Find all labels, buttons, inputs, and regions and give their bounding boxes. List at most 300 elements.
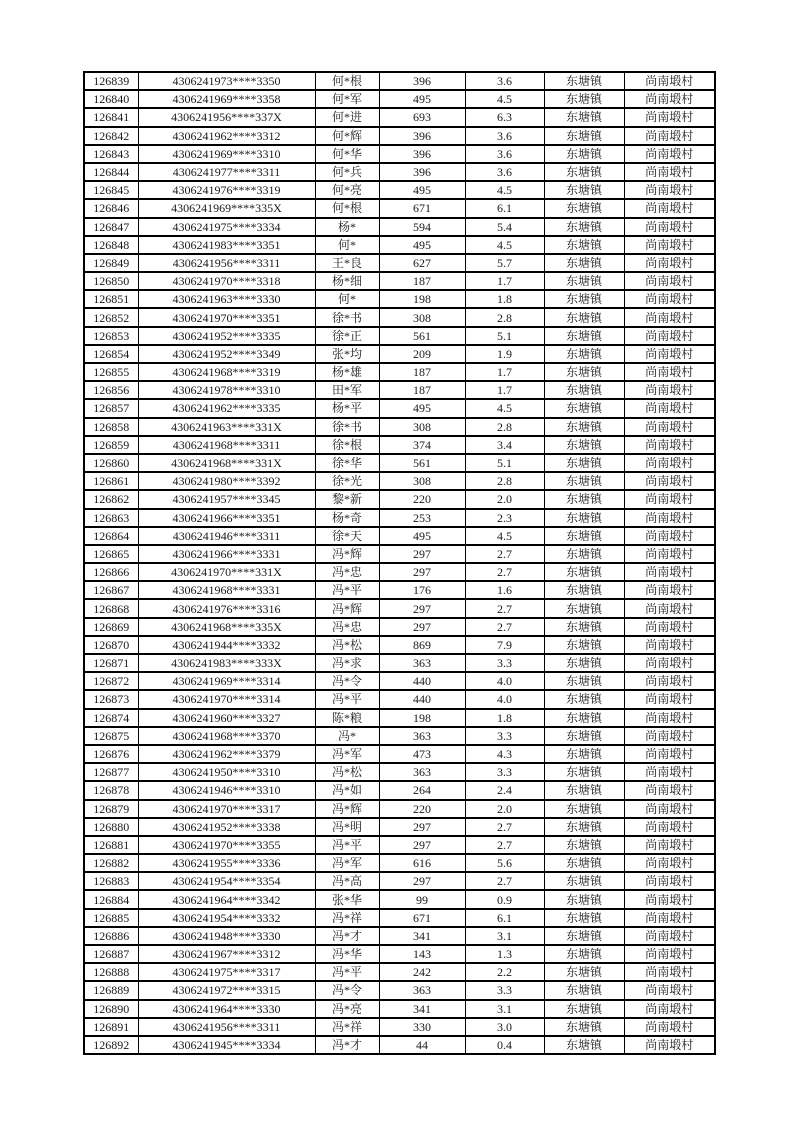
table-row: [84, 727, 715, 745]
cell-id-card-number: 4306241968****331X: [138, 454, 315, 472]
cell-id-card-number: 4306241968****3311: [138, 436, 315, 454]
cell-serial-number: 126869: [84, 618, 138, 636]
cell-serial-number: 126854: [84, 345, 138, 363]
cell-town: 东塘镇: [544, 854, 624, 872]
cell-amount: 473: [379, 745, 465, 763]
cell-person-name: 徐*书: [315, 308, 379, 326]
table-row: [84, 236, 715, 254]
cell-town: 东塘镇: [544, 272, 624, 290]
cell-rate: 3.0: [465, 1018, 544, 1036]
cell-serial-number: 126848: [84, 236, 138, 254]
cell-person-name: 冯*才: [315, 1036, 379, 1054]
records-table-body: [84, 72, 715, 1054]
cell-amount: 396: [379, 127, 465, 145]
table-row: [84, 872, 715, 890]
cell-serial-number: 126853: [84, 327, 138, 345]
cell-serial-number: 126873: [84, 690, 138, 708]
cell-person-name: 田*军: [315, 381, 379, 399]
cell-id-card-number: 4306241956****337X: [138, 108, 315, 126]
cell-rate: 2.7: [465, 818, 544, 836]
cell-amount: 363: [379, 763, 465, 781]
cell-id-card-number: 4306241983****333X: [138, 654, 315, 672]
cell-amount: 396: [379, 145, 465, 163]
table-row: [84, 254, 715, 272]
cell-rate: 2.7: [465, 599, 544, 617]
cell-serial-number: 126860: [84, 454, 138, 472]
cell-rate: 4.5: [465, 399, 544, 417]
table-row: [84, 527, 715, 545]
cell-town: 东塘镇: [544, 454, 624, 472]
table-row: [84, 654, 715, 672]
cell-id-card-number: 4306241944****3332: [138, 636, 315, 654]
cell-rate: 1.6: [465, 581, 544, 599]
cell-rate: 3.1: [465, 1000, 544, 1018]
cell-amount: 187: [379, 272, 465, 290]
cell-rate: 5.4: [465, 218, 544, 236]
table-row: [84, 636, 715, 654]
cell-id-card-number: 4306241954****3332: [138, 909, 315, 927]
cell-rate: 2.7: [465, 872, 544, 890]
cell-amount: 869: [379, 636, 465, 654]
cell-amount: 440: [379, 690, 465, 708]
cell-village: 尚南塅村: [624, 527, 715, 545]
cell-serial-number: 126855: [84, 363, 138, 381]
cell-town: 东塘镇: [544, 418, 624, 436]
cell-village: 尚南塅村: [624, 890, 715, 908]
cell-rate: 2.7: [465, 618, 544, 636]
table-row: [84, 381, 715, 399]
cell-amount: 176: [379, 581, 465, 599]
cell-rate: 5.6: [465, 854, 544, 872]
cell-amount: 396: [379, 72, 465, 90]
cell-town: 东塘镇: [544, 727, 624, 745]
cell-amount: 198: [379, 290, 465, 308]
cell-amount: 308: [379, 472, 465, 490]
cell-amount: 495: [379, 399, 465, 417]
cell-id-card-number: 4306241956****3311: [138, 1018, 315, 1036]
cell-rate: 4.0: [465, 672, 544, 690]
cell-serial-number: 126881: [84, 836, 138, 854]
cell-serial-number: 126858: [84, 418, 138, 436]
cell-village: 尚南塅村: [624, 290, 715, 308]
cell-rate: 4.5: [465, 181, 544, 199]
cell-person-name: 黎*新: [315, 490, 379, 508]
cell-id-card-number: 4306241969****3358: [138, 90, 315, 108]
cell-town: 东塘镇: [544, 1018, 624, 1036]
cell-village: 尚南塅村: [624, 472, 715, 490]
table-row: [84, 345, 715, 363]
cell-id-card-number: 4306241964****3330: [138, 1000, 315, 1018]
cell-village: 尚南塅村: [624, 509, 715, 527]
cell-village: 尚南塅村: [624, 1018, 715, 1036]
cell-serial-number: 126891: [84, 1018, 138, 1036]
cell-rate: 1.7: [465, 272, 544, 290]
cell-village: 尚南塅村: [624, 836, 715, 854]
cell-rate: 2.7: [465, 836, 544, 854]
cell-rate: 3.6: [465, 145, 544, 163]
cell-person-name: 冯*高: [315, 872, 379, 890]
cell-village: 尚南塅村: [624, 218, 715, 236]
cell-town: 东塘镇: [544, 1036, 624, 1054]
cell-id-card-number: 4306241946****3311: [138, 527, 315, 545]
cell-village: 尚南塅村: [624, 1036, 715, 1054]
cell-amount: 297: [379, 599, 465, 617]
cell-amount: 693: [379, 108, 465, 126]
cell-amount: 330: [379, 1018, 465, 1036]
cell-serial-number: 126865: [84, 545, 138, 563]
cell-town: 东塘镇: [544, 672, 624, 690]
table-row: [84, 781, 715, 799]
cell-village: 尚南塅村: [624, 909, 715, 927]
cell-town: 东塘镇: [544, 327, 624, 345]
cell-id-card-number: 4306241968****3319: [138, 363, 315, 381]
cell-id-card-number: 4306241946****3310: [138, 781, 315, 799]
cell-village: 尚南塅村: [624, 345, 715, 363]
table-row: [84, 1000, 715, 1018]
cell-person-name: 冯*亮: [315, 1000, 379, 1018]
cell-serial-number: 126861: [84, 472, 138, 490]
cell-village: 尚南塅村: [624, 199, 715, 217]
cell-id-card-number: 4306241956****3311: [138, 254, 315, 272]
table-row: [84, 818, 715, 836]
cell-village: 尚南塅村: [624, 800, 715, 818]
cell-rate: 1.9: [465, 345, 544, 363]
records-table-container: [83, 71, 714, 1055]
cell-rate: 0.9: [465, 890, 544, 908]
cell-person-name: 徐*光: [315, 472, 379, 490]
cell-amount: 220: [379, 800, 465, 818]
cell-person-name: 冯*令: [315, 981, 379, 999]
cell-serial-number: 126843: [84, 145, 138, 163]
cell-rate: 2.7: [465, 545, 544, 563]
table-row: [84, 927, 715, 945]
cell-id-card-number: 4306241948****3330: [138, 927, 315, 945]
cell-village: 尚南塅村: [624, 327, 715, 345]
cell-person-name: 冯*平: [315, 963, 379, 981]
cell-rate: 2.3: [465, 509, 544, 527]
table-row: [84, 218, 715, 236]
cell-rate: 2.8: [465, 418, 544, 436]
cell-id-card-number: 4306241957****3345: [138, 490, 315, 508]
cell-person-name: 徐*正: [315, 327, 379, 345]
cell-id-card-number: 4306241975****3334: [138, 218, 315, 236]
cell-town: 东塘镇: [544, 636, 624, 654]
cell-village: 尚南塅村: [624, 599, 715, 617]
cell-person-name: 王*良: [315, 254, 379, 272]
cell-person-name: 何*: [315, 290, 379, 308]
table-row: [84, 127, 715, 145]
cell-rate: 3.1: [465, 927, 544, 945]
cell-amount: 616: [379, 854, 465, 872]
cell-rate: 7.9: [465, 636, 544, 654]
cell-village: 尚南塅村: [624, 981, 715, 999]
cell-village: 尚南塅村: [624, 636, 715, 654]
cell-town: 东塘镇: [544, 199, 624, 217]
cell-village: 尚南塅村: [624, 454, 715, 472]
cell-village: 尚南塅村: [624, 418, 715, 436]
cell-village: 尚南塅村: [624, 90, 715, 108]
cell-town: 东塘镇: [544, 890, 624, 908]
cell-amount: 561: [379, 327, 465, 345]
cell-rate: 3.6: [465, 163, 544, 181]
cell-village: 尚南塅村: [624, 308, 715, 326]
cell-person-name: 何*兵: [315, 163, 379, 181]
cell-person-name: 冯*令: [315, 672, 379, 690]
cell-rate: 3.6: [465, 72, 544, 90]
cell-rate: 3.6: [465, 127, 544, 145]
cell-town: 东塘镇: [544, 381, 624, 399]
cell-village: 尚南塅村: [624, 545, 715, 563]
cell-village: 尚南塅村: [624, 690, 715, 708]
cell-rate: 1.3: [465, 945, 544, 963]
cell-village: 尚南塅村: [624, 745, 715, 763]
cell-person-name: 冯*军: [315, 854, 379, 872]
cell-id-card-number: 4306241980****3392: [138, 472, 315, 490]
cell-person-name: 冯*求: [315, 654, 379, 672]
cell-amount: 341: [379, 927, 465, 945]
cell-village: 尚南塅村: [624, 963, 715, 981]
cell-id-card-number: 4306241968****3331: [138, 581, 315, 599]
cell-person-name: 冯*明: [315, 818, 379, 836]
cell-id-card-number: 4306241969****3314: [138, 672, 315, 690]
cell-id-card-number: 4306241962****3312: [138, 127, 315, 145]
cell-person-name: 何*华: [315, 145, 379, 163]
cell-village: 尚南塅村: [624, 763, 715, 781]
cell-town: 东塘镇: [544, 981, 624, 999]
cell-person-name: 冯*军: [315, 745, 379, 763]
cell-id-card-number: 4306241964****3342: [138, 890, 315, 908]
cell-id-card-number: 4306241963****3330: [138, 290, 315, 308]
cell-town: 东塘镇: [544, 818, 624, 836]
table-row: [84, 308, 715, 326]
cell-rate: 0.4: [465, 1036, 544, 1054]
cell-id-card-number: 4306241963****331X: [138, 418, 315, 436]
cell-village: 尚南塅村: [624, 163, 715, 181]
cell-amount: 363: [379, 727, 465, 745]
cell-town: 东塘镇: [544, 872, 624, 890]
cell-serial-number: 126863: [84, 509, 138, 527]
cell-id-card-number: 4306241960****3327: [138, 709, 315, 727]
cell-id-card-number: 4306241977****3311: [138, 163, 315, 181]
cell-town: 东塘镇: [544, 218, 624, 236]
cell-person-name: 何*进: [315, 108, 379, 126]
cell-town: 东塘镇: [544, 345, 624, 363]
cell-person-name: 冯*辉: [315, 800, 379, 818]
table-row: [84, 472, 715, 490]
cell-rate: 5.1: [465, 327, 544, 345]
cell-town: 东塘镇: [544, 308, 624, 326]
cell-town: 东塘镇: [544, 963, 624, 981]
cell-person-name: 陈*粮: [315, 709, 379, 727]
cell-id-card-number: 4306241983****3351: [138, 236, 315, 254]
cell-amount: 297: [379, 618, 465, 636]
cell-amount: 308: [379, 308, 465, 326]
cell-person-name: 徐*书: [315, 418, 379, 436]
cell-serial-number: 126856: [84, 381, 138, 399]
cell-rate: 2.4: [465, 781, 544, 799]
table-row: [84, 490, 715, 508]
cell-id-card-number: 4306241945****3334: [138, 1036, 315, 1054]
cell-amount: 187: [379, 363, 465, 381]
table-row: [84, 454, 715, 472]
table-row: [84, 1018, 715, 1036]
cell-village: 尚南塅村: [624, 618, 715, 636]
cell-rate: 1.7: [465, 381, 544, 399]
cell-serial-number: 126839: [84, 72, 138, 90]
cell-rate: 2.0: [465, 800, 544, 818]
cell-rate: 3.3: [465, 981, 544, 999]
cell-village: 尚南塅村: [624, 72, 715, 90]
cell-rate: 1.8: [465, 709, 544, 727]
cell-person-name: 冯*祥: [315, 909, 379, 927]
cell-rate: 5.7: [465, 254, 544, 272]
cell-serial-number: 126880: [84, 818, 138, 836]
cell-village: 尚南塅村: [624, 399, 715, 417]
cell-rate: 4.0: [465, 690, 544, 708]
cell-village: 尚南塅村: [624, 236, 715, 254]
cell-rate: 6.1: [465, 909, 544, 927]
table-row: [84, 163, 715, 181]
table-row: [84, 108, 715, 126]
table-row: [84, 709, 715, 727]
cell-town: 东塘镇: [544, 254, 624, 272]
cell-village: 尚南塅村: [624, 363, 715, 381]
cell-serial-number: 126862: [84, 490, 138, 508]
records-table: [83, 71, 716, 1055]
cell-serial-number: 126871: [84, 654, 138, 672]
cell-person-name: 徐*根: [315, 436, 379, 454]
cell-rate: 6.3: [465, 108, 544, 126]
cell-rate: 3.3: [465, 727, 544, 745]
cell-serial-number: 126849: [84, 254, 138, 272]
cell-amount: 341: [379, 1000, 465, 1018]
table-row: [84, 72, 715, 90]
cell-village: 尚南塅村: [624, 672, 715, 690]
table-row: [84, 90, 715, 108]
cell-rate: 2.8: [465, 472, 544, 490]
cell-person-name: 冯*华: [315, 945, 379, 963]
cell-person-name: 何*根: [315, 199, 379, 217]
cell-person-name: 冯*祥: [315, 1018, 379, 1036]
cell-id-card-number: 4306241962****3335: [138, 399, 315, 417]
table-row: [84, 909, 715, 927]
cell-amount: 198: [379, 709, 465, 727]
cell-person-name: 张*华: [315, 890, 379, 908]
cell-person-name: 何*军: [315, 90, 379, 108]
cell-village: 尚南塅村: [624, 654, 715, 672]
cell-town: 东塘镇: [544, 709, 624, 727]
cell-id-card-number: 4306241970****331X: [138, 563, 315, 581]
cell-amount: 594: [379, 218, 465, 236]
cell-serial-number: 126844: [84, 163, 138, 181]
cell-village: 尚南塅村: [624, 490, 715, 508]
cell-id-card-number: 4306241962****3379: [138, 745, 315, 763]
cell-id-card-number: 4306241952****3335: [138, 327, 315, 345]
cell-amount: 242: [379, 963, 465, 981]
cell-person-name: 冯*忠: [315, 563, 379, 581]
cell-serial-number: 126866: [84, 563, 138, 581]
cell-village: 尚南塅村: [624, 581, 715, 599]
cell-person-name: 何*: [315, 236, 379, 254]
cell-village: 尚南塅村: [624, 854, 715, 872]
cell-person-name: 冯*松: [315, 636, 379, 654]
cell-id-card-number: 4306241968****3370: [138, 727, 315, 745]
cell-rate: 2.7: [465, 563, 544, 581]
cell-amount: 44: [379, 1036, 465, 1054]
cell-town: 东塘镇: [544, 745, 624, 763]
cell-town: 东塘镇: [544, 654, 624, 672]
cell-person-name: 杨*平: [315, 399, 379, 417]
cell-town: 东塘镇: [544, 363, 624, 381]
cell-id-card-number: 4306241955****3336: [138, 854, 315, 872]
cell-person-name: 何*根: [315, 72, 379, 90]
cell-person-name: 徐*华: [315, 454, 379, 472]
cell-amount: 143: [379, 945, 465, 963]
cell-amount: 99: [379, 890, 465, 908]
table-row: [84, 363, 715, 381]
cell-serial-number: 126883: [84, 872, 138, 890]
cell-serial-number: 126842: [84, 127, 138, 145]
table-row: [84, 1036, 715, 1054]
cell-village: 尚南塅村: [624, 927, 715, 945]
cell-serial-number: 126852: [84, 308, 138, 326]
cell-rate: 2.8: [465, 308, 544, 326]
cell-amount: 297: [379, 563, 465, 581]
table-row: [84, 836, 715, 854]
cell-id-card-number: 4306241952****3338: [138, 818, 315, 836]
cell-person-name: 冯*松: [315, 763, 379, 781]
cell-id-card-number: 4306241976****3319: [138, 181, 315, 199]
cell-town: 东塘镇: [544, 127, 624, 145]
cell-town: 东塘镇: [544, 581, 624, 599]
table-row: [84, 763, 715, 781]
cell-id-card-number: 4306241966****3351: [138, 509, 315, 527]
cell-village: 尚南塅村: [624, 254, 715, 272]
cell-amount: 297: [379, 872, 465, 890]
cell-rate: 1.7: [465, 363, 544, 381]
cell-amount: 671: [379, 199, 465, 217]
cell-rate: 3.3: [465, 654, 544, 672]
table-row: [84, 581, 715, 599]
cell-town: 东塘镇: [544, 72, 624, 90]
cell-person-name: 徐*天: [315, 527, 379, 545]
cell-id-card-number: 4306241975****3317: [138, 963, 315, 981]
table-row: [84, 509, 715, 527]
cell-person-name: 张*均: [315, 345, 379, 363]
cell-town: 东塘镇: [544, 909, 624, 927]
cell-serial-number: 126868: [84, 599, 138, 617]
cell-id-card-number: 4306241978****3310: [138, 381, 315, 399]
cell-serial-number: 126872: [84, 672, 138, 690]
table-row: [84, 290, 715, 308]
table-row: [84, 945, 715, 963]
cell-amount: 187: [379, 381, 465, 399]
cell-id-card-number: 4306241969****3310: [138, 145, 315, 163]
cell-id-card-number: 4306241950****3310: [138, 763, 315, 781]
cell-town: 东塘镇: [544, 945, 624, 963]
cell-village: 尚南塅村: [624, 727, 715, 745]
cell-id-card-number: 4306241970****3317: [138, 800, 315, 818]
cell-id-card-number: 4306241972****3315: [138, 981, 315, 999]
cell-id-card-number: 4306241973****3350: [138, 72, 315, 90]
cell-serial-number: 126884: [84, 890, 138, 908]
table-row: [84, 145, 715, 163]
cell-amount: 363: [379, 981, 465, 999]
cell-serial-number: 126851: [84, 290, 138, 308]
cell-id-card-number: 4306241952****3349: [138, 345, 315, 363]
table-row: [84, 563, 715, 581]
table-row: [84, 981, 715, 999]
